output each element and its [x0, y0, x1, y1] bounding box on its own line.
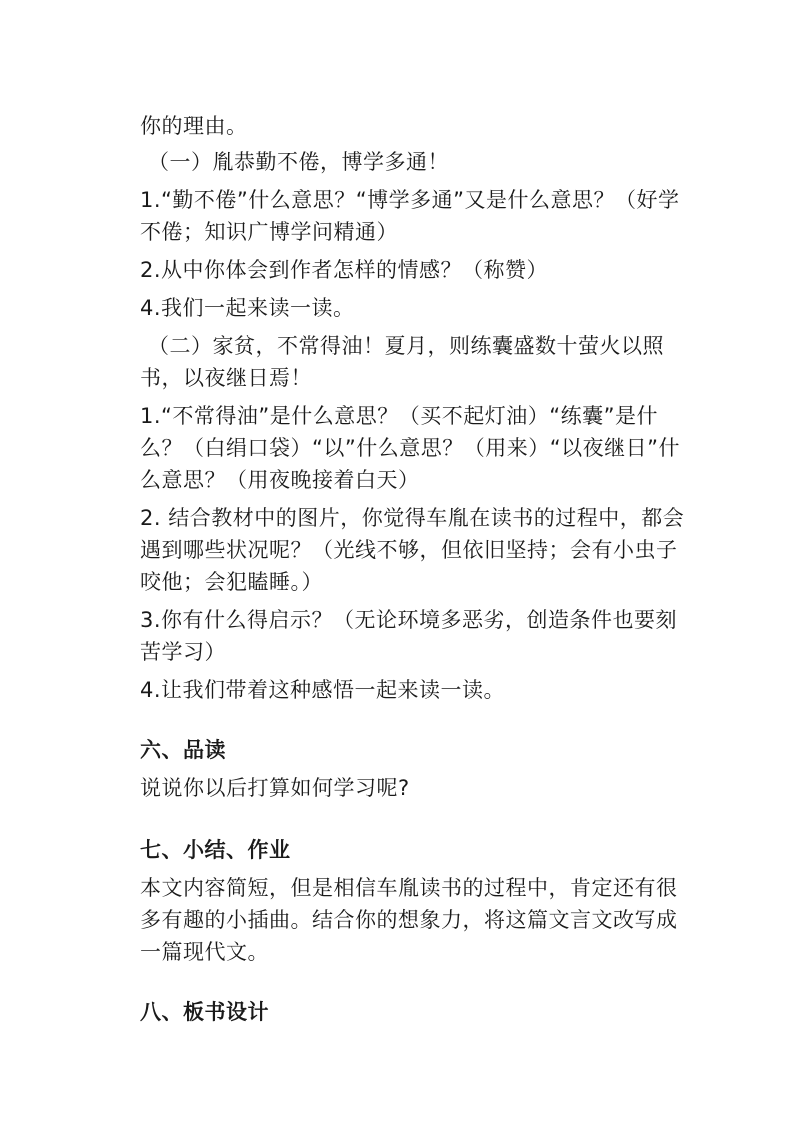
section-heading-6: 六、品读 [140, 738, 226, 762]
text-line: 4.让我们带着这种感悟一起来读一读。 [140, 678, 506, 702]
section-body-line: 多有趣的小插曲。结合你的想象力，将这篇文言文改写成 [140, 908, 678, 932]
text-line: 不倦；知识广博学问精通） [140, 220, 398, 244]
text-line: 你的理由。 [140, 114, 248, 138]
text-line: （一）胤恭勤不倦，博学多通！ [148, 150, 449, 174]
text-line: 1.“勤不倦”什么意思？“博学多通”又是什么意思？（好学 [140, 188, 680, 212]
text-line: 书，以夜继日焉！ [140, 366, 312, 390]
section-body-6: 说说你以后打算如何学习呢? [140, 776, 410, 800]
section-heading-7: 七、小结、作业 [140, 838, 291, 862]
text-line: 么意思？（用夜晚接着白天） [140, 468, 420, 492]
text-line: 咬他；会犯瞌睡。） [140, 570, 323, 594]
text-line: （二）家贫，不常得油！夏月，则练囊盛数十萤火以照 [148, 334, 664, 358]
text-line: 2.从中你体会到作者怎样的情感？（称赞） [140, 258, 549, 282]
text-line: 1.“不常得油”是什么意思？（买不起灯油）“练囊”是什 [140, 404, 659, 428]
text-line: 3.你有什么得启示？（无论环境多恶劣，创造条件也要刻 [140, 608, 678, 632]
text-line: 2. 结合教材中的图片，你觉得车胤在读书的过程中，都会 [140, 506, 685, 530]
section-body-line: 一篇现代文。 [140, 940, 269, 964]
text-line: 苦学习） [140, 640, 226, 664]
text-line: 遇到哪些状况呢？（光线不够，但依旧坚持；会有小虫子 [140, 538, 678, 562]
text-line: 么？（白绢口袋）“以”什么意思？（用来）“以夜继日”什 [140, 436, 681, 460]
section-heading-8: 八、板书设计 [140, 1000, 269, 1024]
text-line: 4.我们一起来读一读。 [140, 296, 355, 320]
section-body-line: 本文内容简短，但是相信车胤读书的过程中，肯定还有很 [140, 876, 678, 900]
